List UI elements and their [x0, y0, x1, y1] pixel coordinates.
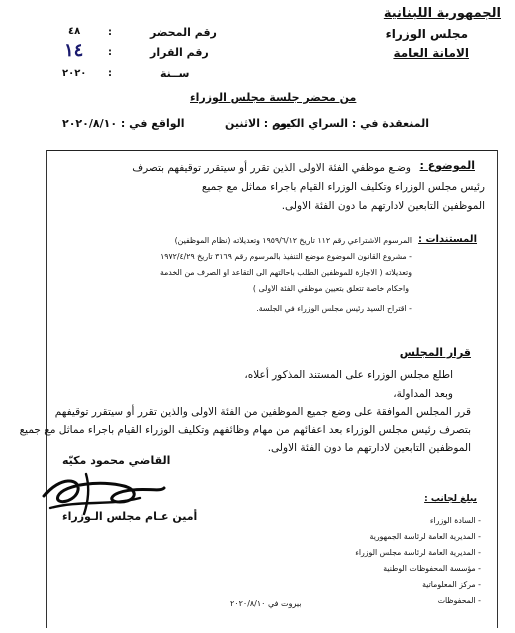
decision-no-label: رقم القرار — [150, 46, 209, 59]
decision-heading: قرار المجلس — [399, 346, 471, 359]
place-date: بيروت في ٢٠٢٠/٨/١٠ — [230, 599, 302, 608]
year-label: ســنة — [160, 67, 190, 80]
signatory-title: أمين عـام مجلس الـوزراء — [62, 510, 198, 523]
document-item-2: - مشروع القانون الموضوع موضع التنفيذ بالمرسوم رقم ٣١٦٩ تاريخ ١٩٧٢/٤/٢٩ — [160, 252, 412, 261]
document-item-5: - اقتراح السيد رئيس مجلس الوزراء في الجلسة. — [256, 304, 412, 313]
decision-intro-2: وبعد المداولة، — [393, 388, 453, 400]
session-held-at: المنعقدة في : السراي الكبير — [274, 117, 429, 130]
session-day: يوم : الاثنين — [225, 117, 292, 130]
decision-colon: : — [108, 47, 112, 58]
document-item-3: وتعديلاته ( الاجازة للموظفين الطلب باحالتهم الى التقاعد او الصرف من الخدمة — [159, 268, 412, 277]
distribution-item: - المديرية العامة لرئاسة مجلس الوزراء — [355, 548, 481, 557]
minutes-colon: : — [108, 27, 112, 38]
council-title: مجلس الوزراء — [385, 27, 468, 41]
distribution-item: - السادة الوزراء — [429, 516, 481, 525]
subject-line-2: رئيس مجلس الوزراء وتكليف الوزراء القيام باجراء مماثل مع جميع — [201, 181, 485, 193]
distribution-item: - المديرية العامة لرئاسة الجمهورية — [369, 532, 481, 541]
distribution-item: - مؤسسة المحفوظات الوطنية — [383, 564, 481, 573]
subject-line-3: الموظفين التابعين لادارتهم ما دون الفئة الاولى. — [281, 200, 485, 212]
subject-label: الموضوع : — [419, 159, 475, 172]
decision-line-2: بتصرف رئيس مجلس الوزراء بعد اعفائهم من مهام وظائفهم وتكليف الوزراء القيام باجراء مماثل مع جميع — [19, 424, 471, 436]
decision-no-value: ١٤ — [64, 40, 84, 61]
year-colon: : — [108, 68, 112, 79]
documents-label: المستندات : — [418, 234, 477, 245]
minutes-no-label: رقم المحضر — [150, 26, 217, 39]
distribution-item: - مركز المعلوماتية — [422, 580, 481, 589]
minutes-no-value: ٤٨ — [68, 26, 81, 37]
distribution-list — [355, 513, 481, 609]
document-item-4: واحكام خاصة تتعلق بتعيين موظفي الفئة الاولى ) — [252, 284, 409, 293]
distribution-label: يبلغ لجانب : — [424, 494, 477, 504]
document-item-1: المرسوم الاشتراعي رقم ١١٢ تاريخ ١٩٥٩/٦/١٢ وتعديلاته (نظام الموظفين) — [174, 236, 412, 245]
decision-line-3: الموظفين التابعين لادارتهم ما دون الفئة الاولى. — [267, 442, 471, 454]
year-value: ٢٠٢٠ — [62, 68, 87, 79]
subject-line-1: وضـع موظفي الفئة الاولى الذين تقرر أو سيتقرر توقيفهم بتصرف — [132, 162, 411, 174]
distribution-item: - المحفوظات — [437, 596, 481, 605]
signatory-name: القاضي محمود مكيّه — [62, 454, 171, 467]
session-date: الواقع في : ٢٠٢٠/٨/١٠ — [62, 117, 185, 130]
republic-title: الجمهورية اللبنانية — [383, 6, 501, 21]
decision-line-1: قرر المجلس الموافقة على وضع جميع الموظفين من الفئة الاولى والذين تقرر أو سيتقرر توقيفهم — [54, 406, 471, 418]
secretariat-title: الامانة العامة — [393, 46, 469, 60]
session-title: من محضر جلسة مجلس الوزراء — [190, 91, 357, 104]
decision-intro-1: اطلع مجلس الوزراء على المستند المذكور أعلاه، — [244, 369, 453, 381]
